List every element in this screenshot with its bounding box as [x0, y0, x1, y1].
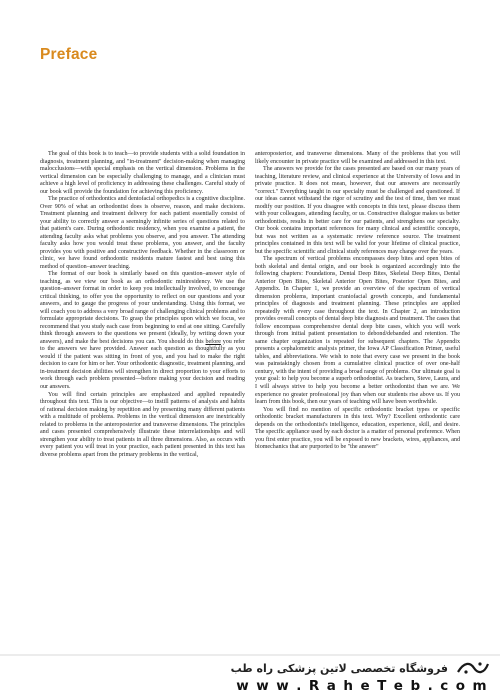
underlined-word: before: [205, 338, 221, 345]
paragraph-text: you refer to the answers we have provided. Answer each question as thoughtfully as you would if the patient was sitting in front of you, and you had to make the right decision to care for him or her. Your orthodontic diagnostic, treatment planning, and in-treatment decision abilities will strengthen in direct proportion to your efforts to work through each problem presented—before making your decision and reading our answers.: [40, 338, 245, 390]
left-column: [40, 151, 245, 641]
paragraph: The practice of orthodontics and dentofacial orthopedics is a cognitive discipline. Over 90% of what an orthodontist does is observe, reason, and make decisions. Treatment planning and treatment delivery for each patient essentially consist of your ability to correctly answer a seemingly infinite series of questions related to that patient's care. During orthodontic residency, when you examine a patient, the attending faculty asks what problems you observe, and you answer. The attending faculty asks how you would treat these problems, you answer, and the faculty provides you with positive and constructive feedback. Whether in the classroom or clinic, we have found orthodontic residents mature fastest and best using this method of question–answer teaching.: [40, 196, 245, 270]
paragraph: The goal of this book is to teach—to provide students with a solid foundation in diagnosis, treatment planning, and "in-treatment" decision-making when managing malocclusions—with special emphasis on the vertical dimension. Problems in the vertical dimension can be especially challenging to manage, and a clinician must achieve a high level of proficiency in addressing these challenges. Careful study of our book will provide the foundation for achieving this proficiency.: [40, 151, 245, 195]
footer-divider: [0, 654, 500, 656]
watermark-footer: [0, 648, 500, 700]
paragraph: The answers we provide for the cases presented are based on our many years of teaching, literature review, and clinical experience at the University of Iowa and in private practice. It does not mean, however, that our answers are necessarily "correct." Everything taught in our specialty must be challenged and questioned. If our ideas cannot withstand the rigor of scrutiny and the test of time, then we must modify our position. If you disagree with concepts in this text, please discuss them with your colleagues, attending faculty, or us. Constructive dialogue makes us better orthodontists, results in better care for our patients, and strengthens our specialty. Our book contains important references for many clinical and scientific concepts, but was not written as a systematic review reference source. The treatment principles contained in this text will be valid for your lifetime of clinical practice, but the specific scientific and clinical study references may change over the years.: [255, 166, 460, 255]
store-name: فروشگاه تخصصی لاتین پزشکی راه طب: [230, 662, 448, 675]
paragraph: anteroposterior, and transverse dimensions. Many of the problems that you will likely encounter in private practice will be examined and addressed in this text.: [255, 151, 460, 165]
paragraph: [40, 271, 245, 391]
paragraph: You will find certain principles are emphasized and applied repeatedly throughout this text. This is our objective—to instill patterns of analysis and habits of rational decision making by repetition and by presenting many different patients with a multitude of problems. Problems in the vertical dimension are inextricably related to problems in the anteroposterior and transverse dimensions. The principles and cases presented comprehensively illustrate these interrelationships and will strengthen your ability to treat patients in all three dimensions. Also, as occurs with every patient you will treat in your practice, each patient presented in this text has diverse problems apart from the primary problems in the vertical,: [40, 391, 245, 458]
text-columns: [40, 151, 460, 641]
store-url[interactable]: w w w . R a h e T e b . c o m: [236, 678, 488, 694]
page-title: Preface: [40, 46, 98, 63]
paragraph: The spectrum of vertical problems encompasses deep bites and open bites of both skeletal and dental origin, and our book is organized accordingly into the following chapters: Foundations, Dental Deep Bites, Skeletal Deep Bites, Dental Anterior Open Bites, Skeletal Anterior Open Bites, Posterior Open Bites, and Appendix. In Chapter 1, we provide an overview of the spectrum of vertical dimension problems, important craniofacial growth concepts, and fundamental principles of diagnosis and treatment planning. These principles are applied repeatedly with every case throughout the text. In Chapter 2, an introduction provides overall concepts of dental deep bite diagnosis and treatment. The cases that follow encompass comprehensive dental deep bite cases, which you will work through from initial patient presentation to debond/debanded and retention. The same chapter organization is repeated for subsequent chapters. The Appendix presents a cephalometric analysis primer, the Iowa AP Classification Primer, useful tables, and abbreviations. We wish to note that every case we present in the book was painstakingly chosen from a cumulative clinical practice of over one-half century, with the intent of providing a broad range of problems. Our ultimate goal is your goal: to help you become a superb orthodontist. As teachers, Steve, Laura, and I will always strive to help you become a better orthodontist than we are. We experience no greater professional joy than when our students rise above us. If you learn from this book, then our years of teaching will have been worthwhile.: [255, 256, 460, 406]
right-column: [255, 151, 460, 641]
store-logo-icon: [456, 660, 490, 676]
paragraph: You will find no mention of specific orthodontic bracket types or specific orthodontic bracket manufacturers in this text. Why? Excellent orthodontic care depends on the orthodontist's intelligence, education, experience, skill, and desire. The specific appliance used by each doctor is a matter of personal preference. When you first enter practice, you will be exposed to new brackets, wires, appliances, and biomechanics that are purported to be "the answer": [255, 406, 460, 451]
paragraph-text: The format of our book is similarly based on this question–answer style of teaching, as we view our book as an orthodontic miniresidency. We use the question–answer format in order to keep you intellectually involved, to encourage critical thinking, to offer you the opportunity to reflect on our questions and your answers, and to gauge the progress of your understanding. Using this format, we will coach you to address a very broad range of challenging clinical problems and to formulate appropriate decisions. To grasp the principles upon which we focus, we recommend that you study each case from beginning to end at one sitting. Carefully think through answers to the questions we present (ideally, by writing down your answers), and make the best decisions you can. You should do this: [40, 271, 245, 345]
